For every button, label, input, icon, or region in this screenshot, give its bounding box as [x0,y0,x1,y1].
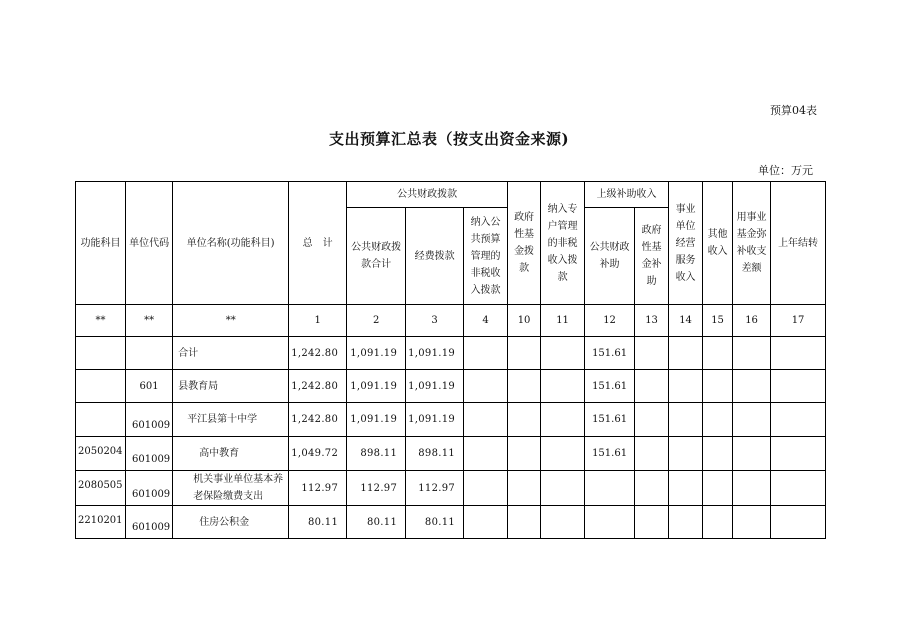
total-cell: 1,049.72 [289,437,347,471]
table-row [76,437,826,471]
header-fund-deficit: 用事业基金弥补收支差额 [733,182,771,305]
upper-public-subsidy-cell: 151.61 [585,370,635,403]
header-total: 总 计 [289,182,347,305]
unit-name-cell: 高中教育 [173,437,289,471]
index-cell: 13 [635,305,669,337]
index-row [76,305,826,337]
public-fin-total-cell: 1,091.19 [347,403,406,437]
index-cell: 14 [669,305,703,337]
index-cell: 16 [733,305,771,337]
index-cell: ** [126,305,173,337]
func-code-cell [76,403,126,437]
unit-name-cell: 合计 [173,337,289,370]
upper-public-subsidy-cell: 151.61 [585,437,635,471]
header-gov-fund-alloc: 政府性基金拨款 [508,182,541,305]
unit-label: 单位：万元 [758,164,813,177]
index-cell: 2 [347,305,406,337]
public-fin-total-cell: 112.97 [347,471,406,506]
total-cell: 80.11 [289,506,347,539]
unit-code-cell: 601009 [126,506,173,539]
table-row [76,506,826,539]
expense-cell: 1,091.19 [406,403,464,437]
header-nontax-in-budget: 纳入公共预算管理的非税收入拨款 [464,208,508,305]
header-business-income: 事业单位经营服务收入 [669,182,703,305]
upper-public-subsidy-cell: 151.61 [585,337,635,370]
unit-code-cell: 601 [126,370,173,403]
unit-code-cell: 601009 [126,403,173,437]
header-public-fin-total: 公共财政拨款合计 [347,208,406,305]
table-row [76,370,826,403]
index-cell: 1 [289,305,347,337]
upper-public-subsidy-cell [585,471,635,506]
upper-public-subsidy-cell: 151.61 [585,403,635,437]
unit-name-cell: 机关事业单位基本养老保险缴费支出 [173,471,289,506]
unit-code-cell: 601009 [126,471,173,506]
func-code-cell: 2050204 [76,437,126,471]
budget-table [75,181,826,539]
unit-name-cell: 平江县第十中学 [173,403,289,437]
total-cell: 1,242.80 [289,370,347,403]
index-cell: 3 [406,305,464,337]
public-fin-total-cell: 1,091.19 [347,370,406,403]
func-code-cell: 2080505 [76,471,126,506]
unit-name-cell: 县教育局 [173,370,289,403]
expense-cell: 1,091.19 [406,370,464,403]
table-row [76,403,826,437]
public-fin-total-cell: 1,091.19 [347,337,406,370]
header-upper-public-subsidy: 公共财政补助 [585,208,635,305]
expense-cell: 1,091.19 [406,337,464,370]
form-number: 预算04表 [770,104,817,117]
index-cell: 10 [508,305,541,337]
header-upper-gov-fund-subsidy: 政府性基金补助 [635,208,669,305]
expense-cell: 112.97 [406,471,464,506]
header-carryover: 上年结转 [771,182,826,305]
header-unit-name: 单位名称(功能科目) [173,182,289,305]
header-func-code: 功能科目 [76,182,126,305]
index-cell: 12 [585,305,635,337]
public-fin-total-cell: 80.11 [347,506,406,539]
index-cell: 17 [771,305,826,337]
header-nontax-special: 纳入专户管理的非税收入拨款 [541,182,585,305]
index-cell: 4 [464,305,508,337]
table-row [76,471,826,506]
unit-name-cell: 住房公积金 [173,506,289,539]
index-cell: 15 [703,305,733,337]
table-row [76,337,826,370]
func-code-cell [76,337,126,370]
header-upper-subsidy-group: 上级补助收入 [585,182,669,208]
header-public-fin-group: 公共财政拨款 [347,182,508,208]
index-cell: ** [76,305,126,337]
upper-public-subsidy-cell [585,506,635,539]
unit-code-cell [126,337,173,370]
unit-code-cell: 601009 [126,437,173,471]
func-code-cell [76,370,126,403]
page-title: 支出预算汇总表（按支出资金来源) [328,130,570,148]
func-code-cell: 2210201 [76,506,126,539]
header-expense-alloc: 经费拨款 [406,208,464,305]
total-cell: 112.97 [289,471,347,506]
total-cell: 1,242.80 [289,337,347,370]
total-cell: 1,242.80 [289,403,347,437]
expense-cell: 80.11 [406,506,464,539]
header-other-income: 其他收入 [703,182,733,305]
public-fin-total-cell: 898.11 [347,437,406,471]
index-cell: ** [173,305,289,337]
header-unit-code: 单位代码 [126,182,173,305]
expense-cell: 898.11 [406,437,464,471]
index-cell: 11 [541,305,585,337]
